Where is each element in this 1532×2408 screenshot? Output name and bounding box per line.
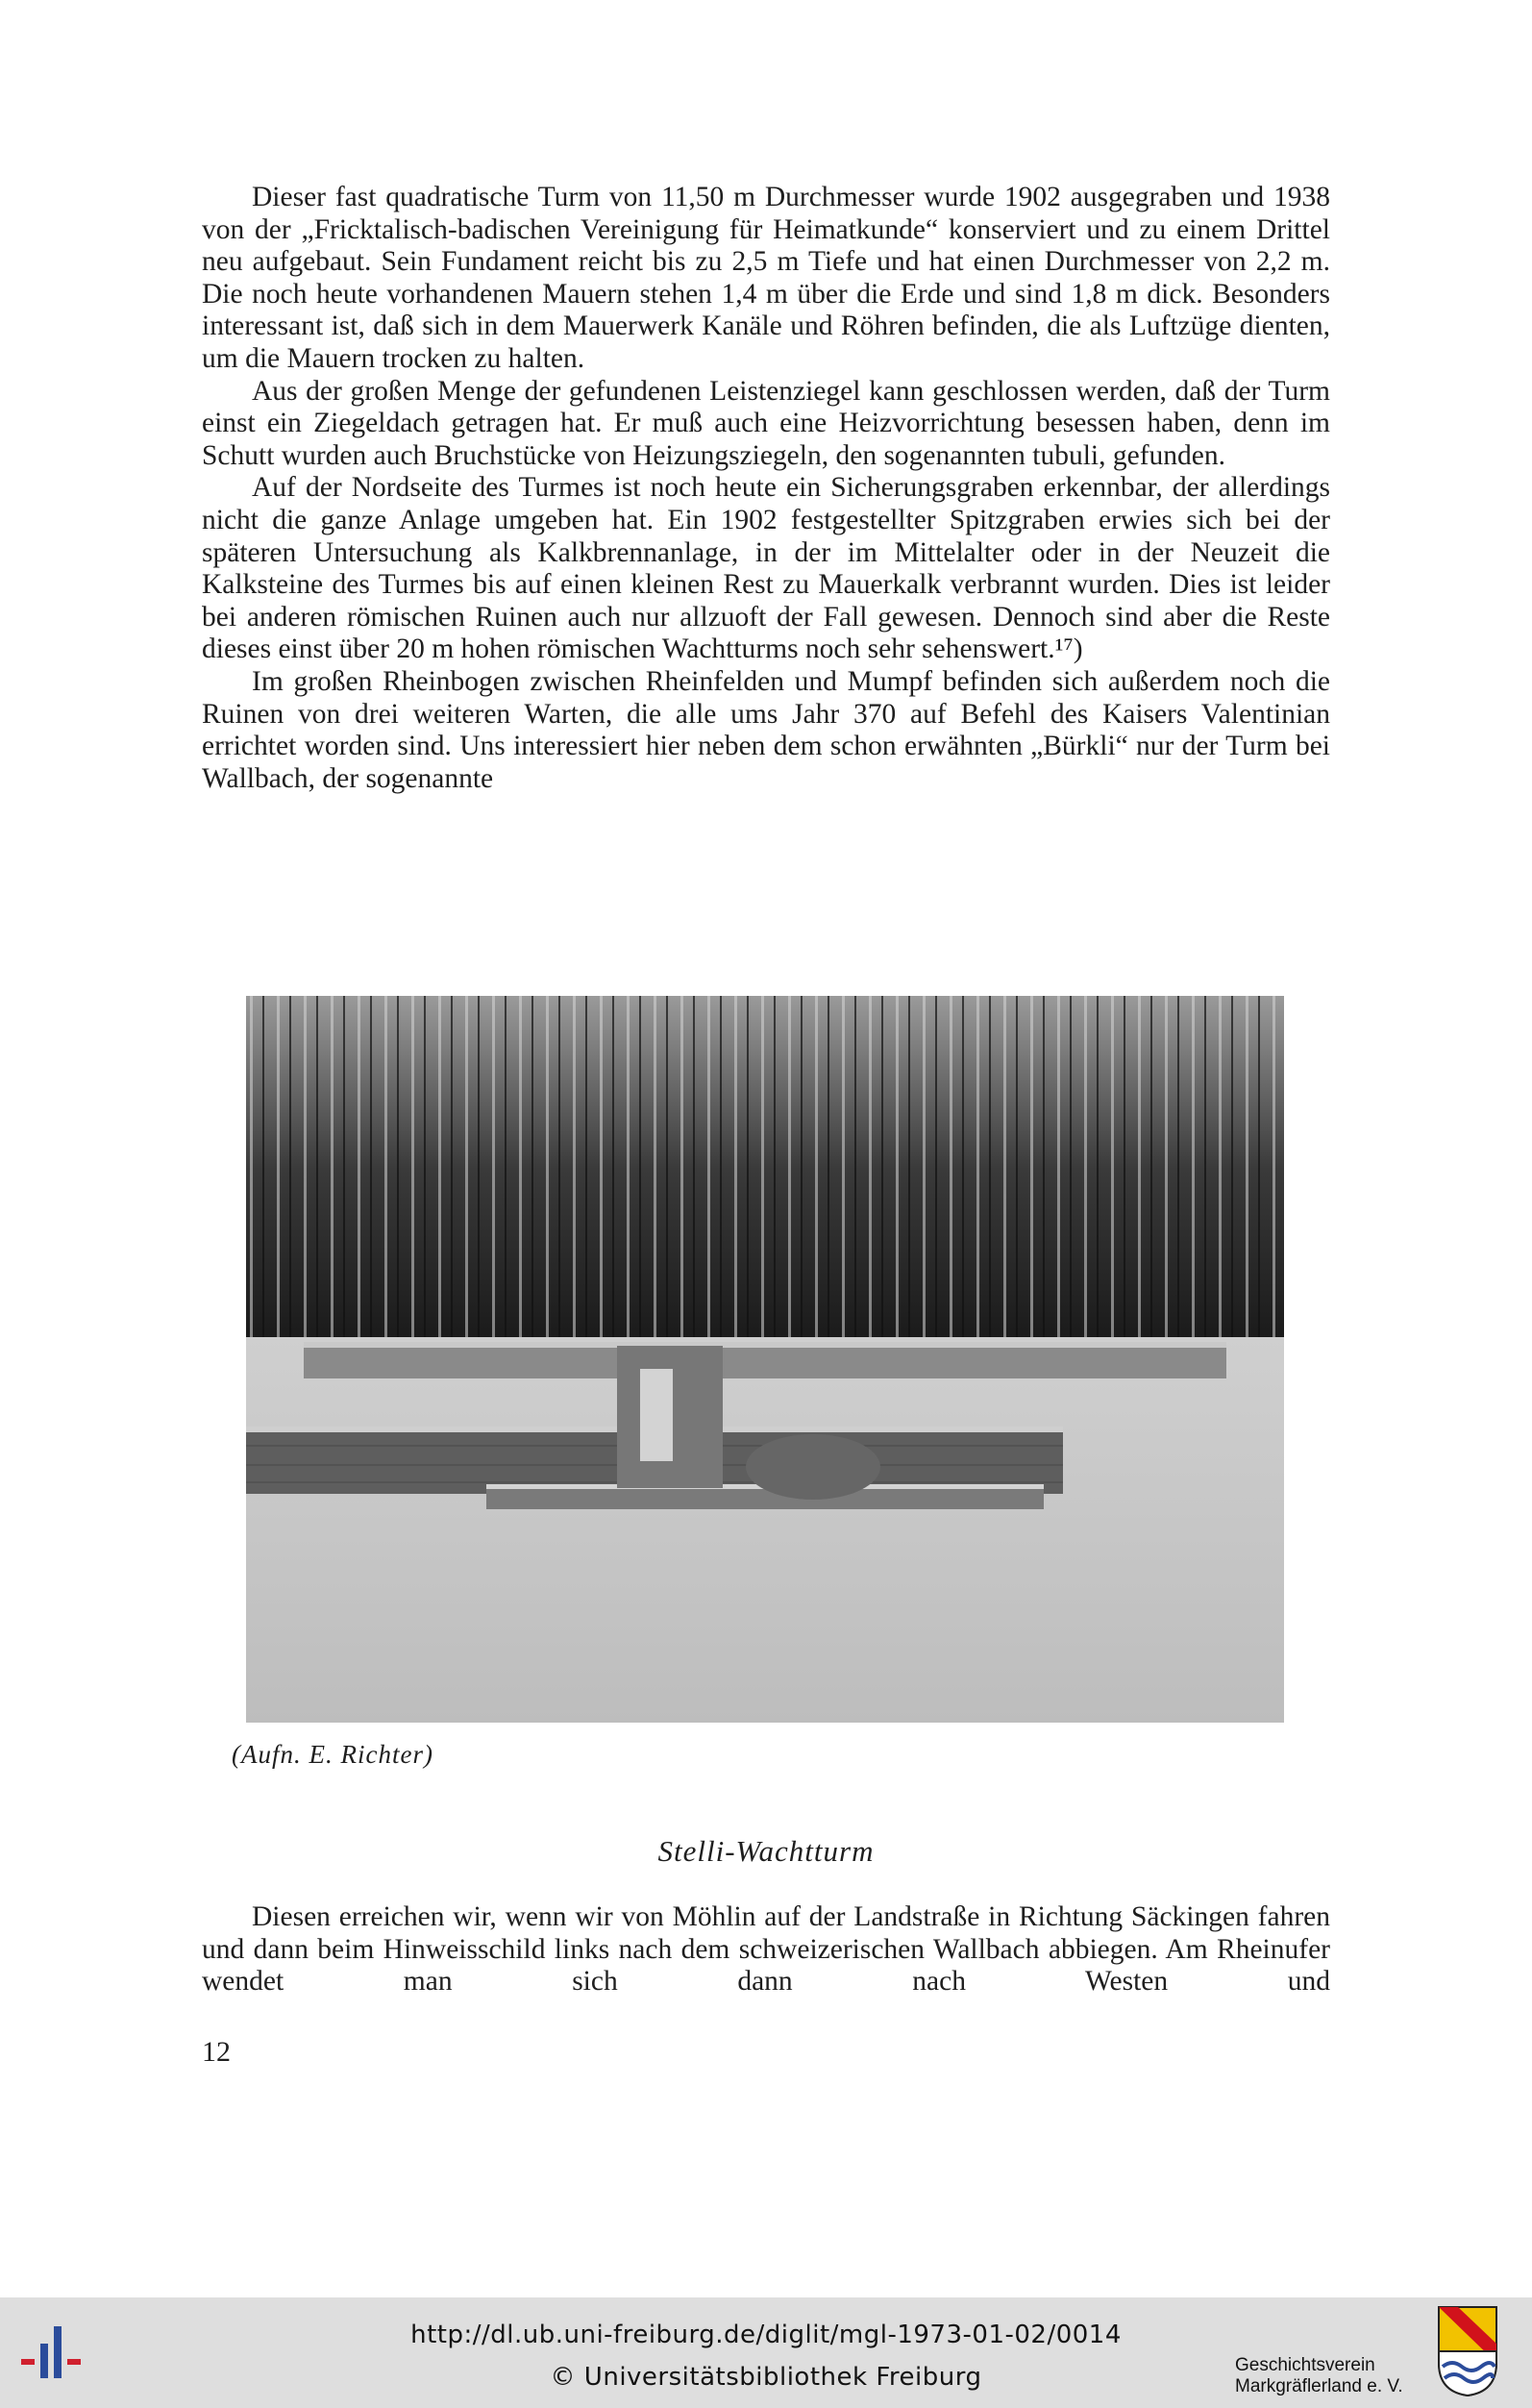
paragraph: Auf der Nordseite des Turmes ist noch heute ein Sicherungsgraben erkennbar, der allerdings nicht die ganze Anlage umgeben hat. Ein 1902 festgestellter Spitzgraben erwies sich bei der späteren Untersuchung als Kalkbrennanlage, in der im Mittelalter oder in der Neuzeit die Kalksteine des Turmes bis auf einen kleinen Rest zu Mauerkalk verbrannt wurden. Dies ist leider bei anderen römischen Ruinen auch nur allzuoft der Fall gewesen. Dennoch sind aber die Reste dieses einst über 20 m hohen römischen Wachtturms noch sehr sehenswert.¹⁷) — [202, 472, 1330, 665]
society-name-line-2: Markgräflerland e. V. — [1235, 2376, 1403, 2396]
society-name — [1235, 2355, 1427, 2397]
paragraph: Aus der großen Menge der gefundenen Leistenziegel kann geschlossen werden, daß der Turm einst ein Ziegeldach getragen hat. Er muß auch eine Heizvorrichtung besessen haben, denn im Schutt wurden auch Bruchstücke von Heizungsziegeln, den sogenannten tubuli, gefunden. — [202, 375, 1330, 471]
copyright-notice: © Universitätsbibliothek Freiburg — [550, 2363, 982, 2392]
body-text-top — [202, 182, 1330, 795]
society-name-line-1: Geschichtsverein — [1235, 2355, 1375, 2375]
body-text-bottom — [202, 1901, 1330, 1998]
page-number: 12 — [202, 2036, 231, 2068]
photo-caption: (Aufn. E. Richter) — [232, 1740, 433, 1769]
section-heading: Stelli-Wachtturm — [657, 1834, 875, 1868]
coat-of-arms-icon — [1437, 2305, 1498, 2397]
paragraph: Dieser fast quadratische Turm von 11,50 m Durchmesser wurde 1902 ausgegraben und 1938 von der „Fricktalisch-badischen Vereinigung für Heimatkunde“ konserviert und zu einem Drittel neu aufgebaut. Sein Fundament reicht bis zu 2,5 m Tiefe und hat einen Durchmesser von 2,2 m. Die noch heute vorhandenen Mauern stehen 1,4 m über die Erde und sind 1,8 m dick. Besonders interessant ist, daß sich in dem Mauerwerk Kanäle und Röhren befinden, die als Luftzüge dienten, um die Mauern trocken zu halten. — [202, 182, 1330, 374]
paragraph: Im großen Rheinbogen zwischen Rheinfelden und Mumpf befinden sich außerdem noch die Ruinen von drei weiteren Warten, die alle ums Jahr 370 auf Befehl des Kaisers Valentinian errichtet worden sind. Uns interessiert hier neben dem schon erwähnten „Bürkli“ nur der Turm bei Wallbach, der sogenannte — [202, 665, 1330, 794]
footer-bar — [0, 2297, 1532, 2408]
photo-illustration — [246, 996, 1284, 1723]
ruin-photograph — [246, 996, 1284, 1723]
document-url-link[interactable]: http://dl.ub.uni-freiburg.de/diglit/mgl-1973-01-02/0014 — [410, 2321, 1122, 2349]
paragraph: Diesen erreichen wir, wenn wir von Möhlin auf der Landstraße in Richtung Säckingen fahren und dann beim Hinweisschild links nach dem schweizerischen Wallbach abbiegen. Am Rheinufer wendet man sich dann nach Westen und — [202, 1901, 1330, 1998]
